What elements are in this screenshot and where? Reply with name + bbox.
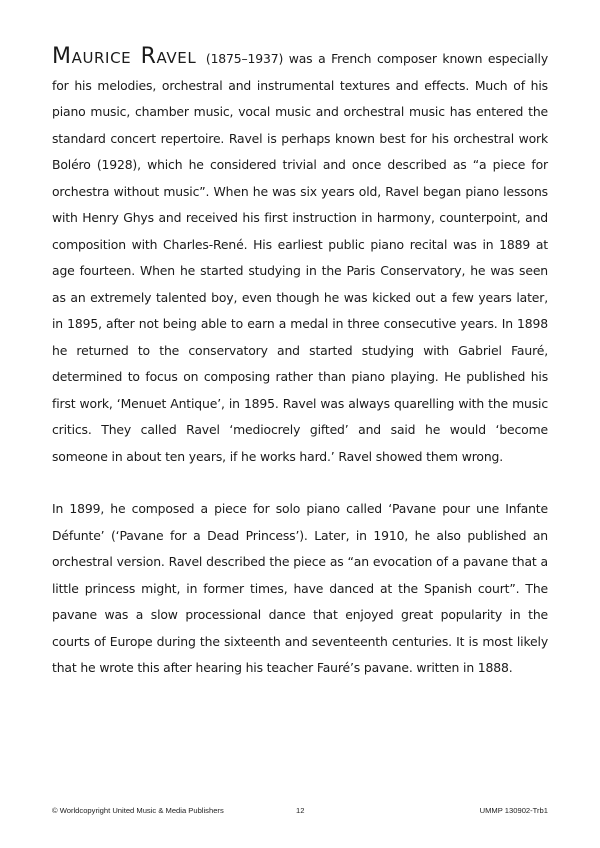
paragraph-2: In 1899, he composed a piece for solo piano called ‘Pavane pour une Infante Défunte’ (‘Pavane for a Dead Princess’). Later, in 1910, he also published an orchestral version. Ravel described the piece as “an evocation of a pavane that a little princess might, in former times, have danced at the Spanish court”. The pavane was a slow processional dance that enjoyed great popularity in the courts of Europe during the sixteenth and seventeenth centuries. It is most likely that he wrote this after hearing his teacher Fauré’s pavane. written in 1888.: [52, 501, 548, 675]
paragraph-1: [52, 46, 548, 470]
paragraph-1-text: (1875–1937) was a French composer known especially for his melodies, orchestral and instrumental textures and effects. Much of his piano music, chamber music, vocal music and orchestral music has entered the standard concert repertoire. Ravel is perhaps known best for his orchestral work Boléro (1928), which he considered trivial and once described as “a piece for orchestra without music”. When he was six years old, Ravel began piano lessons with Henry Ghys and received his first instruction in harmony, counterpoint, and composition with Charles-René. His earliest public piano recital was in 1889 at age fourteen. When he started studying in the Paris Conservatory, he was seen as an extremely talented boy, even though he was kicked out a few years later, in 1895, after not being able to earn a medal in three consecutive years. In 1898 he returned to the conservatory and started studying with Gabriel Fauré, determined to focus on composing rather than piano playing. He published his first work, ‘Menuet Antique’, in 1895. Ravel was always quarelling with the music critics. They called Ravel ‘mediocrely gifted’ and said he would ‘become someone in about ten years, if he works hard.’ Ravel showed them wrong.: [52, 51, 548, 464]
copyright-notice: © Worldcopyright United Music & Media Publishers: [52, 806, 224, 815]
catalog-number: UMMP 130902-Trb1: [479, 806, 548, 815]
article-body: [52, 46, 548, 682]
page-number: 12: [296, 806, 305, 815]
page-footer: [52, 806, 548, 818]
composer-name-heading: Maurice Ravel: [52, 44, 197, 69]
